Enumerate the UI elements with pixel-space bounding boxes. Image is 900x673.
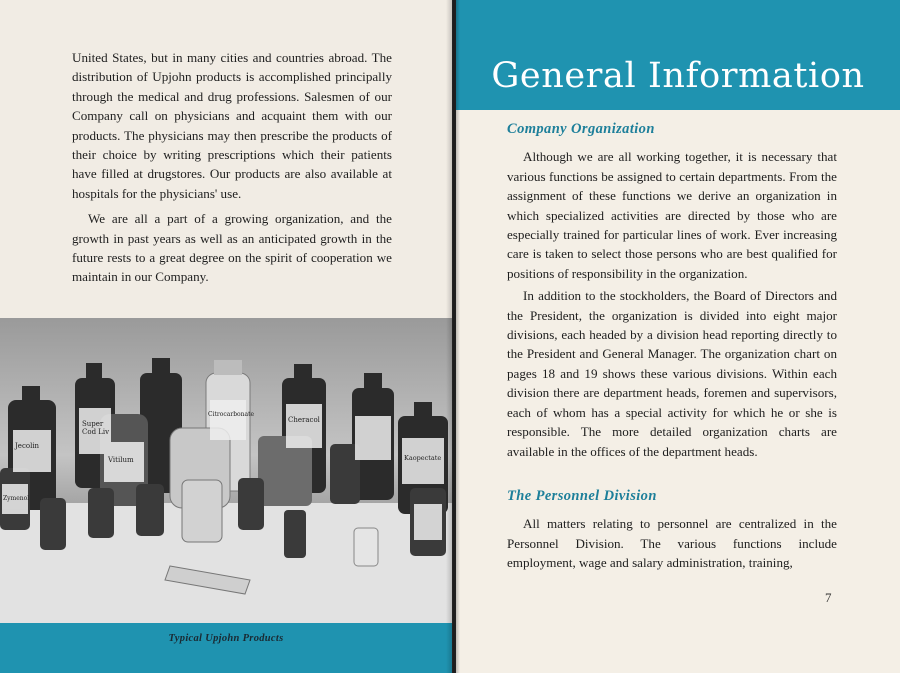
right-page bbox=[456, 0, 900, 673]
product-photo bbox=[0, 318, 452, 623]
left-page-text bbox=[72, 48, 392, 293]
subsection-heading-personnel-division: The Personnel Division bbox=[507, 487, 657, 504]
svg-text:Kaopectate: Kaopectate bbox=[404, 454, 442, 462]
photo-caption: Typical Upjohn Products bbox=[168, 633, 284, 644]
svg-text:Vitilum: Vitilum bbox=[108, 456, 134, 464]
book-gutter bbox=[446, 0, 460, 673]
left-paragraph-1: United States, but in many cities and countries abroad. The distribution of Upjohn products is accomplished principally through the medical and drug professions. Salesmen of our Company call on physicians and acquaint them with our products. The physicians may then prescribe the products of their choice by writing prescriptions which their patients have filled at drugstores. Our products are also available at hospitals for the physicians' use. bbox=[72, 50, 392, 201]
personnel-division-paragraph-1: All matters relating to personnel are centralized in the Personnel Division. The various functions include employment, wage and salary administration, training, bbox=[507, 516, 837, 571]
left-footer-band bbox=[0, 623, 452, 673]
product-bottles-illustration bbox=[0, 318, 452, 623]
svg-text:Super: Super bbox=[82, 420, 104, 428]
page-number: 7 bbox=[825, 590, 832, 605]
svg-text:Cheracol: Cheracol bbox=[288, 416, 320, 424]
company-organization-paragraph-1: Although we are all working together, it is necessary that various functions be assigned to certain departments. From the assignment of these functions we derive an organization in which specialized activities are directed by those who are especially trained for particular lines of work. Ever increasing care is taken to select those persons who are best qualified for positions of responsibility in the organization. bbox=[507, 149, 837, 281]
left-paragraph-2: We are all a part of a growing organization, and the growth in past years as well as an anticipated growth in the future rests to a great degree on the spirit of cooperation we maintain in our Company. bbox=[72, 211, 392, 285]
svg-text:Cod Liv: Cod Liv bbox=[82, 428, 110, 436]
svg-text:Zymenol: Zymenol bbox=[3, 495, 30, 502]
svg-text:Jecolin: Jecolin bbox=[15, 442, 40, 450]
section-title: General Information bbox=[491, 56, 865, 96]
subsection-heading-company-organization: Company Organization bbox=[507, 121, 655, 137]
right-page-text bbox=[507, 120, 837, 576]
company-organization-paragraph-2: In addition to the stockholders, the Board of Directors and the President, the organization is divided into eight major divisions, each headed by a division head reporting directly to the President and General Manager. The organization chart on pages 18 and 19 shows these various divisions. Within each division there are department heads, foremen and supervisors, each of whom has a special activity for which he or she is responsible. The more detailed organization charts are available in the offices of the department heads. bbox=[507, 288, 837, 459]
svg-text:Citrocarbonate: Citrocarbonate bbox=[208, 411, 255, 418]
